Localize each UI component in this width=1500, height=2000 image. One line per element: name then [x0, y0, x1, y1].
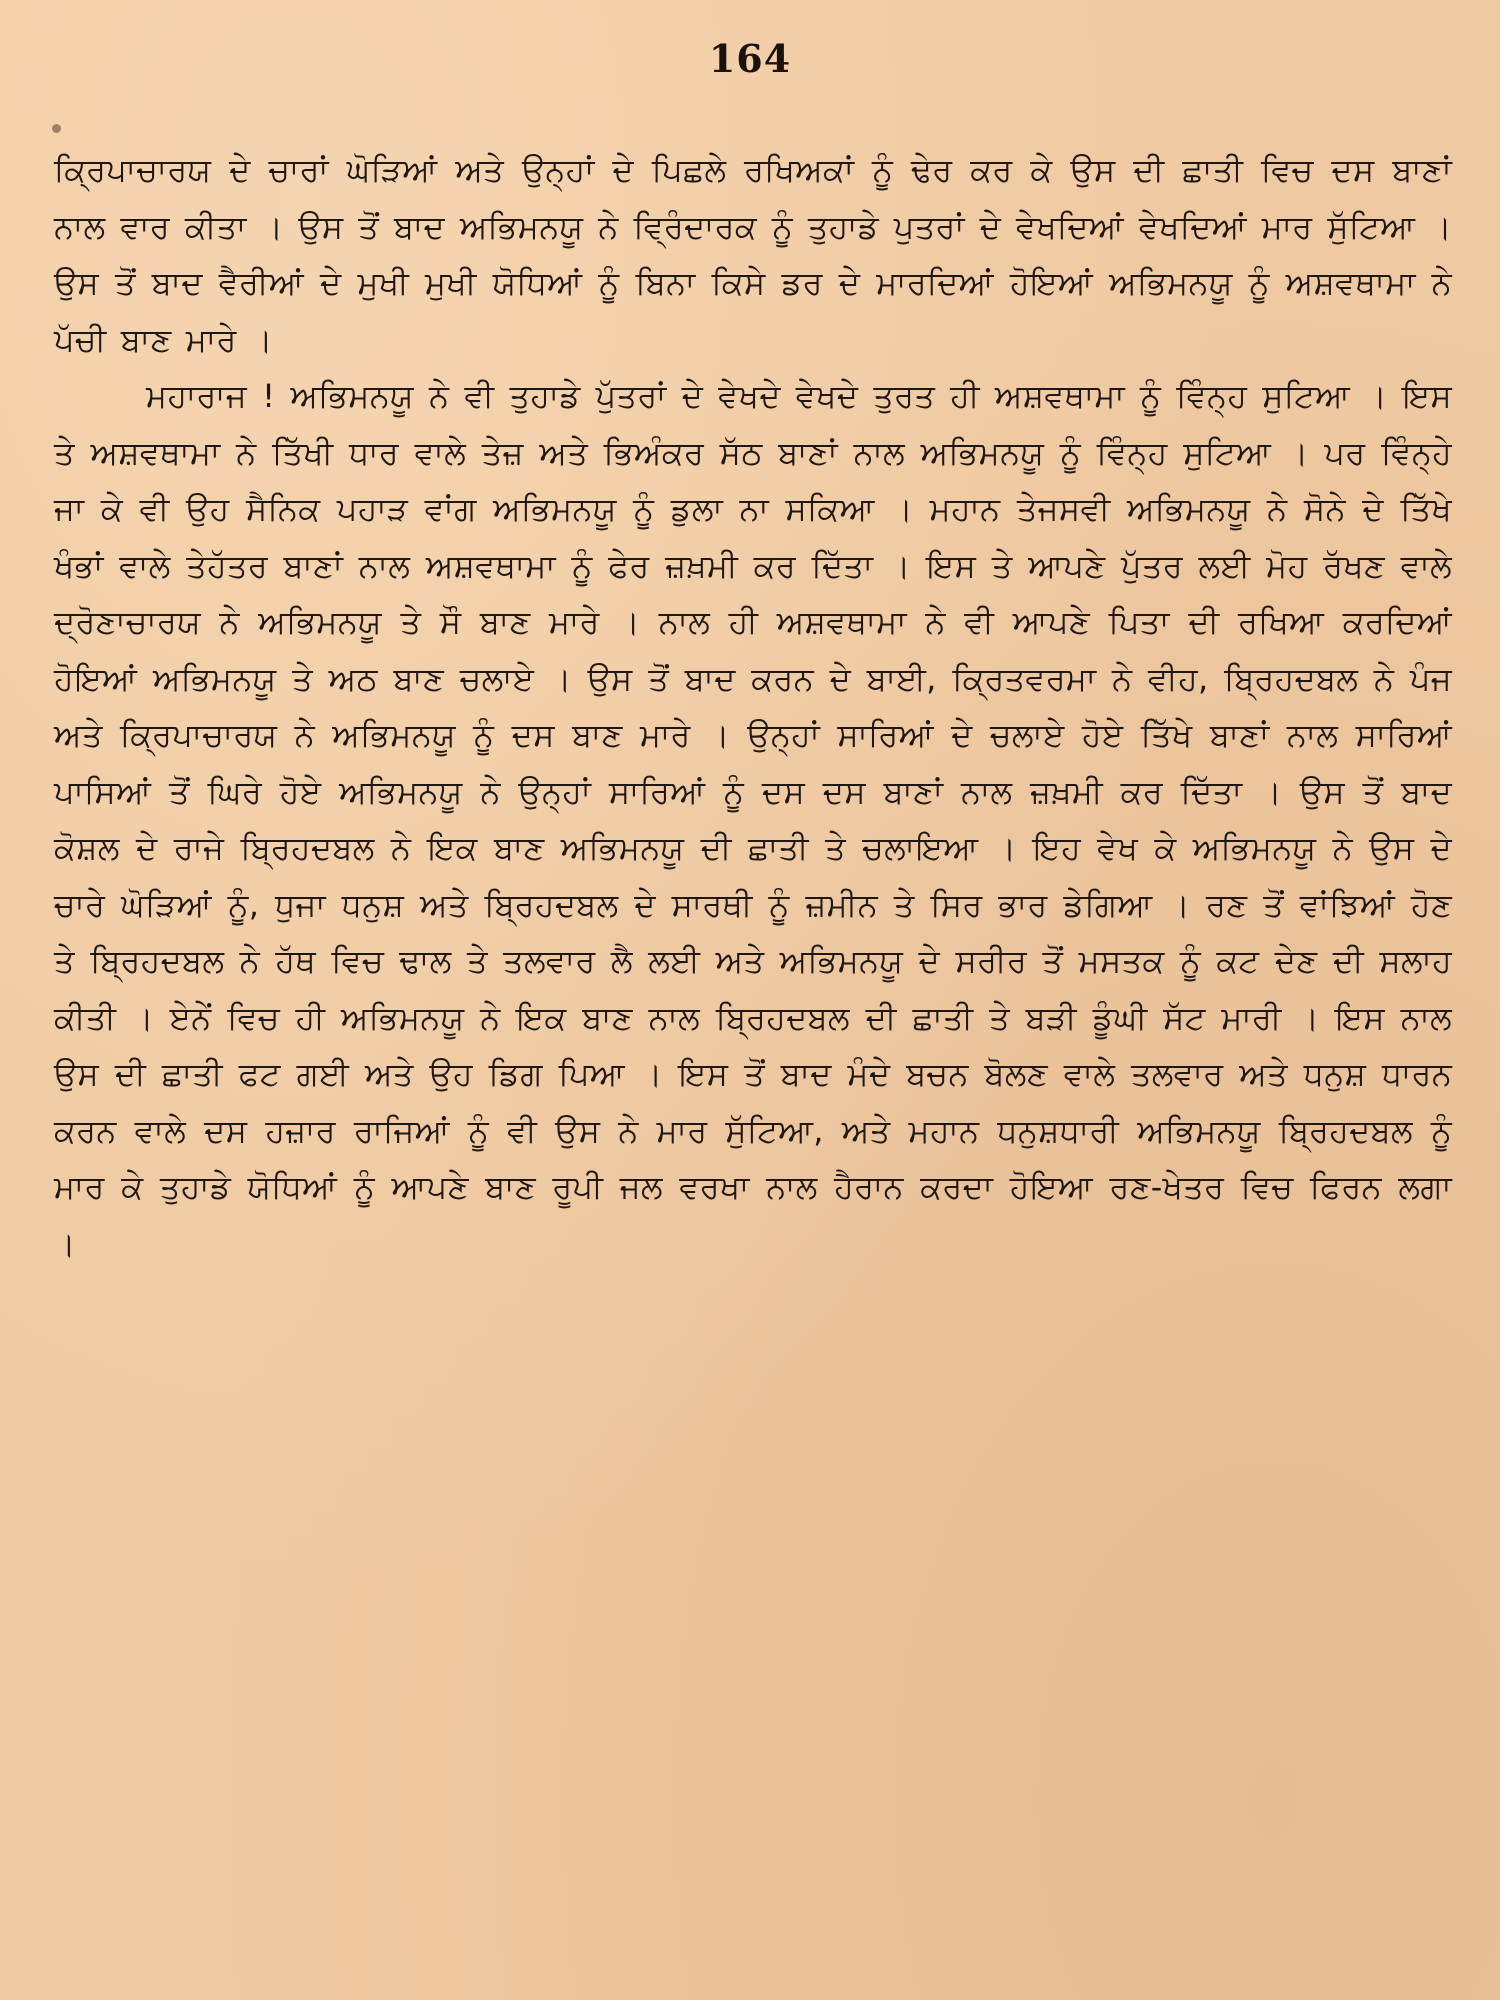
- paragraph: ਕ੍ਰਿਪਾਚਾਰਯ ਦੇ ਚਾਰਾਂ ਘੋੜਿਆਂ ਅਤੇ ਉਨ੍ਹਾਂ ਦੇ ਪਿਛਲੇ ਰਖਿਅਕਾਂ ਨੂੰ ਢੇਰ ਕਰ ਕੇ ਉਸ ਦੀ ਛਾਤੀ ਵਿਚ ਦਸ ਬਾਣਾਂ ਨਾਲ ਵਾਰ ਕੀਤਾ । ਉਸ ਤੋਂ ਬਾਦ ਅਭਿਮਨਯੂ ਨੇ ਵ੍ਰਿੰਦਾਰਕ ਨੂੰ ਤੁਹਾਡੇ ਪੁਤਰਾਂ ਦੇ ਵੇਖਦਿਆਂ ਵੇਖਦਿਆਂ ਮਾਰ ਸੁੱਟਿਆ । ਉਸ ਤੋਂ ਬਾਦ ਵੈਰੀਆਂ ਦੇ ਮੁਖੀ ਮੁਖੀ ਯੋਧਿਆਂ ਨੂੰ ਬਿਨਾ ਕਿਸੇ ਡਰ ਦੇ ਮਾਰਦਿਆਂ ਹੋਇਆਂ ਅਭਿਮਨਯੂ ਨੂੰ ਅਸ਼ਵਥਾਮਾ ਨੇ ਪੱਚੀ ਬਾਣ ਮਾਰੇ ।: [54, 151, 1452, 359]
- body-text: [54, 142, 1452, 1272]
- paper-speck: [52, 124, 61, 133]
- page-number: 164: [708, 36, 792, 81]
- paragraph: ਮਹਾਰਾਜ ! ਅਭਿਮਨਯੂ ਨੇ ਵੀ ਤੁਹਾਡੇ ਪੁੱਤਰਾਂ ਦੇ ਵੇਖਦੇ ਵੇਖਦੇ ਤੁਰਤ ਹੀ ਅਸ਼ਵਥਾਮਾ ਨੂੰ ਵਿੰਨ੍ਹ ਸੁਟਿਆ । ਇਸ ਤੇ ਅਸ਼ਵਥਾਮਾ ਨੇ ਤਿੱਖੀ ਧਾਰ ਵਾਲੇ ਤੇਜ਼ ਅਤੇ ਭਿਅੰਕਰ ਸੱਠ ਬਾਣਾਂ ਨਾਲ ਅਭਿਮਨਯੂ ਨੂੰ ਵਿੰਨ੍ਹ ਸੁਟਿਆ । ਪਰ ਵਿੰਨ੍ਹੇ ਜਾ ਕੇ ਵੀ ਉਹ ਸੈਨਿਕ ਪਹਾੜ ਵਾਂਗ ਅਭਿਮਨਯੂ ਨੂੰ ਡੁਲਾ ਨਾ ਸਕਿਆ । ਮਹਾਨ ਤੇਜਸਵੀ ਅਭਿਮਨਯੂ ਨੇ ਸੋਨੇ ਦੇ ਤਿੱਖੇ ਖੰਭਾਂ ਵਾਲੇ ਤੇਹੱਤਰ ਬਾਣਾਂ ਨਾਲ ਅਸ਼ਵਥਾਮਾ ਨੂੰ ਫੇਰ ਜ਼ਖ਼ਮੀ ਕਰ ਦਿੱਤਾ । ਇਸ ਤੇ ਆਪਣੇ ਪੁੱਤਰ ਲਈ ਮੋਹ ਰੱਖਣ ਵਾਲੇ ਦ੍ਰੋਣਾਚਾਰਯ ਨੇ ਅਭਿਮਨਯੂ ਤੇ ਸੌ ਬਾਣ ਮਾਰੇ । ਨਾਲ ਹੀ ਅਸ਼ਵਥਾਮਾ ਨੇ ਵੀ ਆਪਣੇ ਪਿਤਾ ਦੀ ਰਖਿਆ ਕਰਦਿਆਂ ਹੋਇਆਂ ਅਭਿਮਨਯੂ ਤੇ ਅਠ ਬਾਣ ਚਲਾਏ । ਉਸ ਤੋਂ ਬਾਦ ਕਰਨ ਦੇ ਬਾਈ, ਕ੍ਰਿਤਵਰਮਾ ਨੇ ਵੀਹ, ਬ੍ਰਿਹਦਬਲ ਨੇ ਪੰਜ ਅਤੇ ਕ੍ਰਿਪਾਚਾਰਯ ਨੇ ਅਭਿਮਨਯੂ ਨੂੰ ਦਸ ਬਾਣ ਮਾਰੇ । ਉਨ੍ਹਾਂ ਸਾਰਿਆਂ ਦੇ ਚਲਾਏ ਹੋਏ ਤਿੱਖੇ ਬਾਣਾਂ ਨਾਲ ਸਾਰਿਆਂ ਪਾਸਿਆਂ ਤੋਂ ਘਿਰੇ ਹੋਏ ਅਭਿਮਨਯੂ ਨੇ ਉਨ੍ਹਾਂ ਸਾਰਿਆਂ ਨੂੰ ਦਸ ਦਸ ਬਾਣਾਂ ਨਾਲ ਜ਼ਖ਼ਮੀ ਕਰ ਦਿੱਤਾ । ਉਸ ਤੋਂ ਬਾਦ ਕੋਸ਼ਲ ਦੇ ਰਾਜੇ ਬ੍ਰਿਹਦਬਲ ਨੇ ਇਕ ਬਾਣ ਅਭਿਮਨਯੂ ਦੀ ਛਾਤੀ ਤੇ ਚਲਾਇਆ । ਇਹ ਵੇਖ ਕੇ ਅਭਿਮਨਯੂ ਨੇ ਉਸ ਦੇ ਚਾਰੇ ਘੋੜਿਆਂ ਨੂੰ, ਧੁਜਾ ਧਨੁਸ਼ ਅਤੇ ਬ੍ਰਿਹਦਬਲ ਦੇ ਸਾਰਥੀ ਨੂੰ ਜ਼ਮੀਨ ਤੇ ਸਿਰ ਭਾਰ ਡੇਗਿਆ । ਰਣ ਤੋਂ ਵਾਂਝਿਆਂ ਹੋਣ ਤੇ ਬ੍ਰਿਹਦਬਲ ਨੇ ਹੱਥ ਵਿਚ ਢਾਲ ਤੇ ਤਲਵਾਰ ਲੈ ਲਈ ਅਤੇ ਅਭਿਮਨਯੂ ਦੇ ਸਰੀਰ ਤੋਂ ਮਸਤਕ ਨੂੰ ਕਟ ਦੇਣ ਦੀ ਸਲਾਹ ਕੀਤੀ । ਏਨੇਂ ਵਿਚ ਹੀ ਅਭਿਮਨਯੂ ਨੇ ਇਕ ਬਾਣ ਨਾਲ ਬ੍ਰਿਹਦਬਲ ਦੀ ਛਾਤੀ ਤੇ ਬੜੀ ਡੂੰਘੀ ਸੱਟ ਮਾਰੀ । ਇਸ ਨਾਲ ਉਸ ਦੀ ਛਾਤੀ ਫਟ ਗਈ ਅਤੇ ਉਹ ਡਿਗ ਪਿਆ । ਇਸ ਤੋਂ ਬਾਦ ਮੰਦੇ ਬਚਨ ਬੋਲਣ ਵਾਲੇ ਤਲਵਾਰ ਅਤੇ ਧਨੁਸ਼ ਧਾਰਨ ਕਰਨ ਵਾਲੇ ਦਸ ਹਜ਼ਾਰ ਰਾਜਿਆਂ ਨੂੰ ਵੀ ਉਸ ਨੇ ਮਾਰ ਸੁੱਟਿਆ, ਅਤੇ ਮਹਾਨ ਧਨੁਸ਼ਧਾਰੀ ਅਭਿਮਨਯੂ ਬ੍ਰਿਹਦਬਲ ਨੂੰ ਮਾਰ ਕੇ ਤੁਹਾਡੇ ਯੋਧਿਆਂ ਨੂੰ ਆਪਣੇ ਬਾਣ ਰੂਪੀ ਜਲ ਵਰਖਾ ਨਾਲ ਹੈਰਾਨ ਕਰਦਾ ਹੋਇਆ ਰਣ-ਖੇਤਰ ਵਿਚ ਫਿਰਨ ਲਗਾ ।: [54, 377, 1452, 1263]
